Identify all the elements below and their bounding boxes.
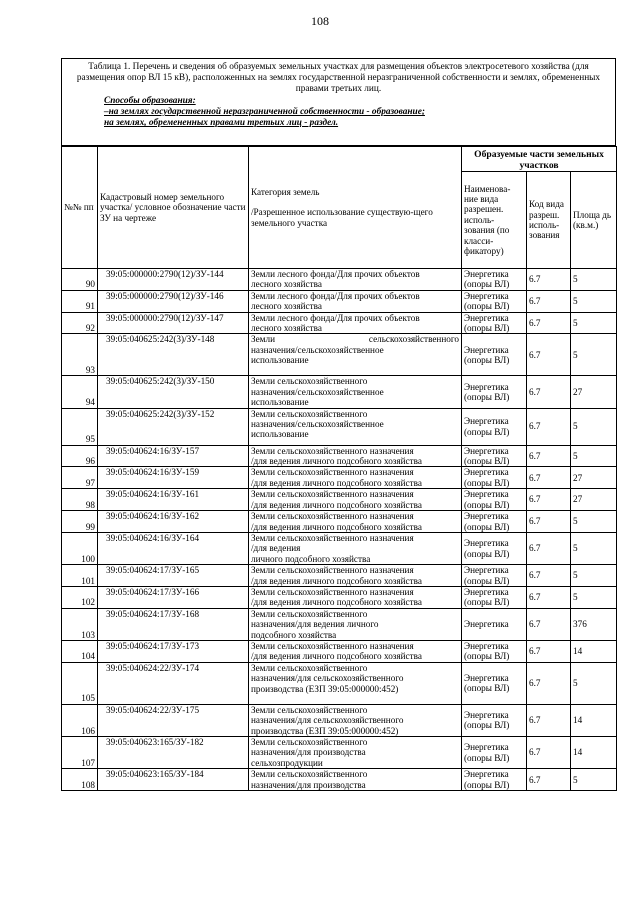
row-number: 99 <box>62 511 98 533</box>
use-code: 6.7 <box>527 290 571 312</box>
land-category-line: Земли сельскохозяйственного назначения <box>251 511 414 522</box>
table-row <box>62 737 617 769</box>
table-body <box>62 269 617 791</box>
land-category-line: Земли сельскохозяйственного <box>251 376 368 387</box>
land-category-line: Земли сельскохозяйственного <box>251 662 368 673</box>
use-code: 6.7 <box>527 737 571 769</box>
use-kind: Энергетика (опоры ВЛ) <box>462 640 527 662</box>
land-category <box>249 737 462 769</box>
row-number: 108 <box>62 769 98 791</box>
table-row <box>62 376 617 408</box>
cadastral-number: 39:05:040624:16/ЗУ-162 <box>98 511 249 533</box>
land-category-line: назначения/для сельскохозяйственного <box>251 673 404 684</box>
land-category-line: /для ведения личного подсобного хозяйства <box>251 521 422 532</box>
plot-area: 5 <box>571 445 617 467</box>
land-category <box>249 608 462 640</box>
row-number: 97 <box>62 467 98 489</box>
plot-area: 14 <box>571 737 617 769</box>
table-row <box>62 704 617 736</box>
plot-area: 27 <box>571 467 617 489</box>
page-number: 108 <box>311 14 329 28</box>
table-row <box>62 334 617 376</box>
plot-area: 5 <box>571 290 617 312</box>
land-category <box>249 489 462 511</box>
land-category <box>249 640 462 662</box>
land-category <box>249 511 462 533</box>
cadastral-number: 39:05:000000:2790(12)/ЗУ-146 <box>98 290 249 312</box>
header-category <box>249 147 462 269</box>
use-kind: Энергетика (опоры ВЛ) <box>462 489 527 511</box>
header-group: Образуемые части земельных участков <box>462 147 617 172</box>
use-kind: Энергетика (опоры ВЛ) <box>462 586 527 608</box>
use-kind: Энергетика (опоры ВЛ) <box>462 704 527 736</box>
cadastral-number: 39:05:040624:16/ЗУ-157 <box>98 445 249 467</box>
cadastral-number: 39:05:000000:2790(12)/ЗУ-144 <box>98 269 249 291</box>
cadastral-number: 39:05:040624:17/ЗУ-173 <box>98 640 249 662</box>
land-category-line: Земли лесного фонда/Для прочих объектов <box>251 269 420 279</box>
land-category-line: назначения/сельскохозяйственное <box>251 419 384 430</box>
table-row <box>62 769 617 791</box>
land-category-line: Земли сельскохозяйственного <box>251 608 368 619</box>
land-category-line: Земли сельскохозяйственного назначения <box>251 532 414 543</box>
use-kind: Энергетика (опоры ВЛ) <box>462 445 527 467</box>
land-category-line: лесного хозяйства <box>251 301 322 312</box>
table-row <box>62 290 617 312</box>
use-code: 6.7 <box>527 565 571 587</box>
land-category-line: Земли сельскохозяйственного <box>251 704 368 715</box>
use-kind: Энергетика (опоры ВЛ) <box>462 565 527 587</box>
plot-area: 5 <box>571 334 617 376</box>
land-category <box>249 769 462 791</box>
land-category-line: Земли сельскохозяйственного назначения <box>251 640 414 651</box>
table-row <box>62 312 617 334</box>
land-category <box>249 662 462 704</box>
land-category-line: назначения/для ведения личного <box>251 619 379 630</box>
caption-title: Таблица 1. Перечень и сведения об образуемых земельных участках для размещения объектов электросетевого хозяйства (для размещения опор ВЛ 15 кВ), расположенных на землях государственной неразграниченной собственности и землях, обремененных правами третьих лиц. <box>76 62 601 94</box>
cadastral-number: 39:05:040624:22/ЗУ-175 <box>98 704 249 736</box>
table-row <box>62 511 617 533</box>
use-code: 6.7 <box>527 312 571 334</box>
plot-area: 5 <box>571 586 617 608</box>
land-category-line: /для ведения личного подсобного хозяйства <box>251 477 422 488</box>
table-row <box>62 662 617 704</box>
methods-heading: Способы образования: <box>104 96 196 106</box>
header-area: Площа дь (кв.м.) <box>571 172 617 269</box>
land-category-line: Земли сельскохозяйственного <box>251 769 368 780</box>
row-number: 98 <box>62 489 98 511</box>
plot-area: 5 <box>571 769 617 791</box>
land-category <box>249 269 462 291</box>
use-code: 6.7 <box>527 532 571 564</box>
cadastral-number: 39:05:040624:16/ЗУ-164 <box>98 532 249 564</box>
land-category-line: использование <box>251 397 309 408</box>
land-category-line: назначения/сельскохозяйственное <box>251 344 384 355</box>
land-category-line: Земли сельскохозяйственного назначения <box>251 467 414 478</box>
plot-area: 376 <box>571 608 617 640</box>
row-number: 90 <box>62 269 98 291</box>
use-code: 6.7 <box>527 376 571 408</box>
table-row <box>62 532 617 564</box>
land-category-line: сельхозпродукции <box>251 757 323 768</box>
land-category-line: личного подсобного хозяйства <box>251 553 371 564</box>
land-category-line: назначения/сельскохозяйственное <box>251 386 384 397</box>
land-category-line: Земли сельскохозяйственного <box>251 737 368 747</box>
land-category-line: /для ведения личного подсобного хозяйства <box>251 499 422 510</box>
row-number: 96 <box>62 445 98 467</box>
use-code: 6.7 <box>527 511 571 533</box>
use-kind: Энергетика (опоры ВЛ) <box>462 334 527 376</box>
land-category-line: лесного хозяйства <box>251 323 322 334</box>
plot-area: 5 <box>571 312 617 334</box>
land-category <box>249 565 462 587</box>
header-category-line1: Категория земель <box>251 186 320 197</box>
land-category-line: назначения/для производства <box>251 747 366 758</box>
cadastral-number: 39:05:040625:242(3)/ЗУ-152 <box>98 408 249 445</box>
cadastral-number: 39:05:040625:242(3)/ЗУ-148 <box>98 334 249 376</box>
table-row <box>62 608 617 640</box>
formation-methods <box>62 96 615 129</box>
use-code: 6.7 <box>527 467 571 489</box>
row-number: 100 <box>62 532 98 564</box>
use-code: 6.7 <box>527 586 571 608</box>
cadastral-number: 39:05:000000:2790(12)/ЗУ-147 <box>98 312 249 334</box>
header-use-kind: Наименова-ние вида разрешен. исполь-зования (по класси-фикатору) <box>462 172 527 269</box>
cadastral-number: 39:05:040625:242(3)/ЗУ-150 <box>98 376 249 408</box>
land-category <box>249 312 462 334</box>
table-row <box>62 269 617 291</box>
cadastral-number: 39:05:040624:16/ЗУ-161 <box>98 489 249 511</box>
use-kind: Энергетика (опоры ВЛ) <box>462 532 527 564</box>
header-use-code: Код вида разреш. исполь-зования <box>527 172 571 269</box>
cadastral-number: 39:05:040623:165/ЗУ-182 <box>98 737 249 769</box>
land-category-line: назначения/для сельскохозяйственного <box>251 715 404 726</box>
table-row <box>62 586 617 608</box>
row-number: 105 <box>62 662 98 704</box>
land-category <box>249 290 462 312</box>
row-number: 101 <box>62 565 98 587</box>
plot-area: 5 <box>571 511 617 533</box>
cadastral-number: 39:05:040624:22/ЗУ-174 <box>98 662 249 704</box>
land-category <box>249 445 462 467</box>
land-category-line: Земли сельскохозяйственного <box>251 334 459 345</box>
use-code: 6.7 <box>527 769 571 791</box>
land-category-line: подсобного хозяйства <box>251 629 337 640</box>
land-category-line: Земли сельскохозяйственного назначения <box>251 489 414 500</box>
table-row <box>62 640 617 662</box>
use-kind: Энергетика (опоры ВЛ) <box>462 467 527 489</box>
land-category-line: Земли сельскохозяйственного назначения <box>251 445 414 456</box>
cadastral-number: 39:05:040624:17/ЗУ-168 <box>98 608 249 640</box>
land-category-line: производства (ЕЗП 39:05:000000:452) <box>251 683 399 694</box>
use-kind: Энергетика (опоры ВЛ) <box>462 290 527 312</box>
plot-area: 27 <box>571 376 617 408</box>
use-code: 6.7 <box>527 489 571 511</box>
use-kind: Энергетика (опоры ВЛ) <box>462 662 527 704</box>
table-row <box>62 408 617 445</box>
row-number: 94 <box>62 376 98 408</box>
row-number: 106 <box>62 704 98 736</box>
land-category <box>249 376 462 408</box>
cadastral-number: 39:05:040624:16/ЗУ-159 <box>98 467 249 489</box>
row-number: 93 <box>62 334 98 376</box>
land-category-line: Земли сельскохозяйственного назначения <box>251 586 414 597</box>
use-kind: Энергетика (опоры ВЛ) <box>462 269 527 291</box>
header-cadastral: Кадастровый номер земельного участка/ условное обозначение части ЗУ на чертеже <box>98 147 249 269</box>
land-category-line: Земли лесного фонда/Для прочих объектов <box>251 290 420 301</box>
land-category-line: производства (ЕЗП 39:05:000000:452) <box>251 725 399 736</box>
land-plots-table <box>61 146 617 791</box>
row-number: 95 <box>62 408 98 445</box>
table-row <box>62 489 617 511</box>
method-1: –на землях государственной неразграниченной собственности - образование; <box>104 107 425 117</box>
use-code: 6.7 <box>527 640 571 662</box>
use-kind: Энергетика (опоры ВЛ) <box>462 408 527 445</box>
row-number: 102 <box>62 586 98 608</box>
row-number: 91 <box>62 290 98 312</box>
use-code: 6.7 <box>527 269 571 291</box>
use-code: 6.7 <box>527 445 571 467</box>
land-category-line: /для ведения личного подсобного хозяйства <box>251 575 422 586</box>
land-category <box>249 408 462 445</box>
row-number: 92 <box>62 312 98 334</box>
cadastral-number: 39:05:040624:17/ЗУ-165 <box>98 565 249 587</box>
plot-area: 5 <box>571 408 617 445</box>
cadastral-number: 39:05:040623:165/ЗУ-184 <box>98 769 249 791</box>
plot-area: 14 <box>571 640 617 662</box>
plot-area: 5 <box>571 269 617 291</box>
plot-area: 5 <box>571 532 617 564</box>
land-category <box>249 586 462 608</box>
land-category-line: /для ведения личного подсобного хозяйства <box>251 456 422 467</box>
use-kind: Энергетика (опоры ВЛ) <box>462 312 527 334</box>
land-category-line: Земли лесного фонда/Для прочих объектов <box>251 312 420 323</box>
land-category-line: /для ведения личного подсобного хозяйства <box>251 651 422 662</box>
use-kind: Энергетика (опоры ВЛ) <box>462 737 527 769</box>
header-category-line2: /Разрешенное использование существую-щего земельного участка <box>251 207 433 228</box>
land-category-line: Земли сельскохозяйственного назначения <box>251 565 414 576</box>
plot-area: 14 <box>571 704 617 736</box>
land-category-line: лесного хозяйства <box>251 279 322 290</box>
land-category-line: использование <box>251 429 309 440</box>
use-kind: Энергетика (опоры ВЛ) <box>462 511 527 533</box>
land-category-line: использование <box>251 355 309 366</box>
row-number: 103 <box>62 608 98 640</box>
table-row <box>62 467 617 489</box>
land-category-line: назначения/для производства <box>251 779 366 790</box>
use-kind: Энергетика (опоры ВЛ) <box>462 376 527 408</box>
land-category <box>249 467 462 489</box>
table-row <box>62 445 617 467</box>
row-number: 107 <box>62 737 98 769</box>
land-category-line: Земли сельскохозяйственного <box>251 408 368 419</box>
use-code: 6.7 <box>527 608 571 640</box>
land-category-line: /для ведения личного подсобного хозяйства <box>251 597 422 608</box>
header-num: №№ пп <box>62 147 98 269</box>
use-code: 6.7 <box>527 704 571 736</box>
method-2: на землях, обремененных правами третьих лиц - раздел. <box>104 118 339 128</box>
table-row <box>62 565 617 587</box>
use-kind: Энергетика <box>462 608 527 640</box>
plot-area: 27 <box>571 489 617 511</box>
land-category <box>249 704 462 736</box>
use-code: 6.7 <box>527 662 571 704</box>
table-caption <box>61 58 616 146</box>
plot-area: 5 <box>571 565 617 587</box>
use-kind: Энергетика (опоры ВЛ) <box>462 769 527 791</box>
use-code: 6.7 <box>527 408 571 445</box>
land-category <box>249 532 462 564</box>
land-category-line: /для ведения <box>251 543 301 554</box>
cadastral-number: 39:05:040624:17/ЗУ-166 <box>98 586 249 608</box>
use-code: 6.7 <box>527 334 571 376</box>
row-number: 104 <box>62 640 98 662</box>
land-category <box>249 334 462 376</box>
plot-area: 5 <box>571 662 617 704</box>
